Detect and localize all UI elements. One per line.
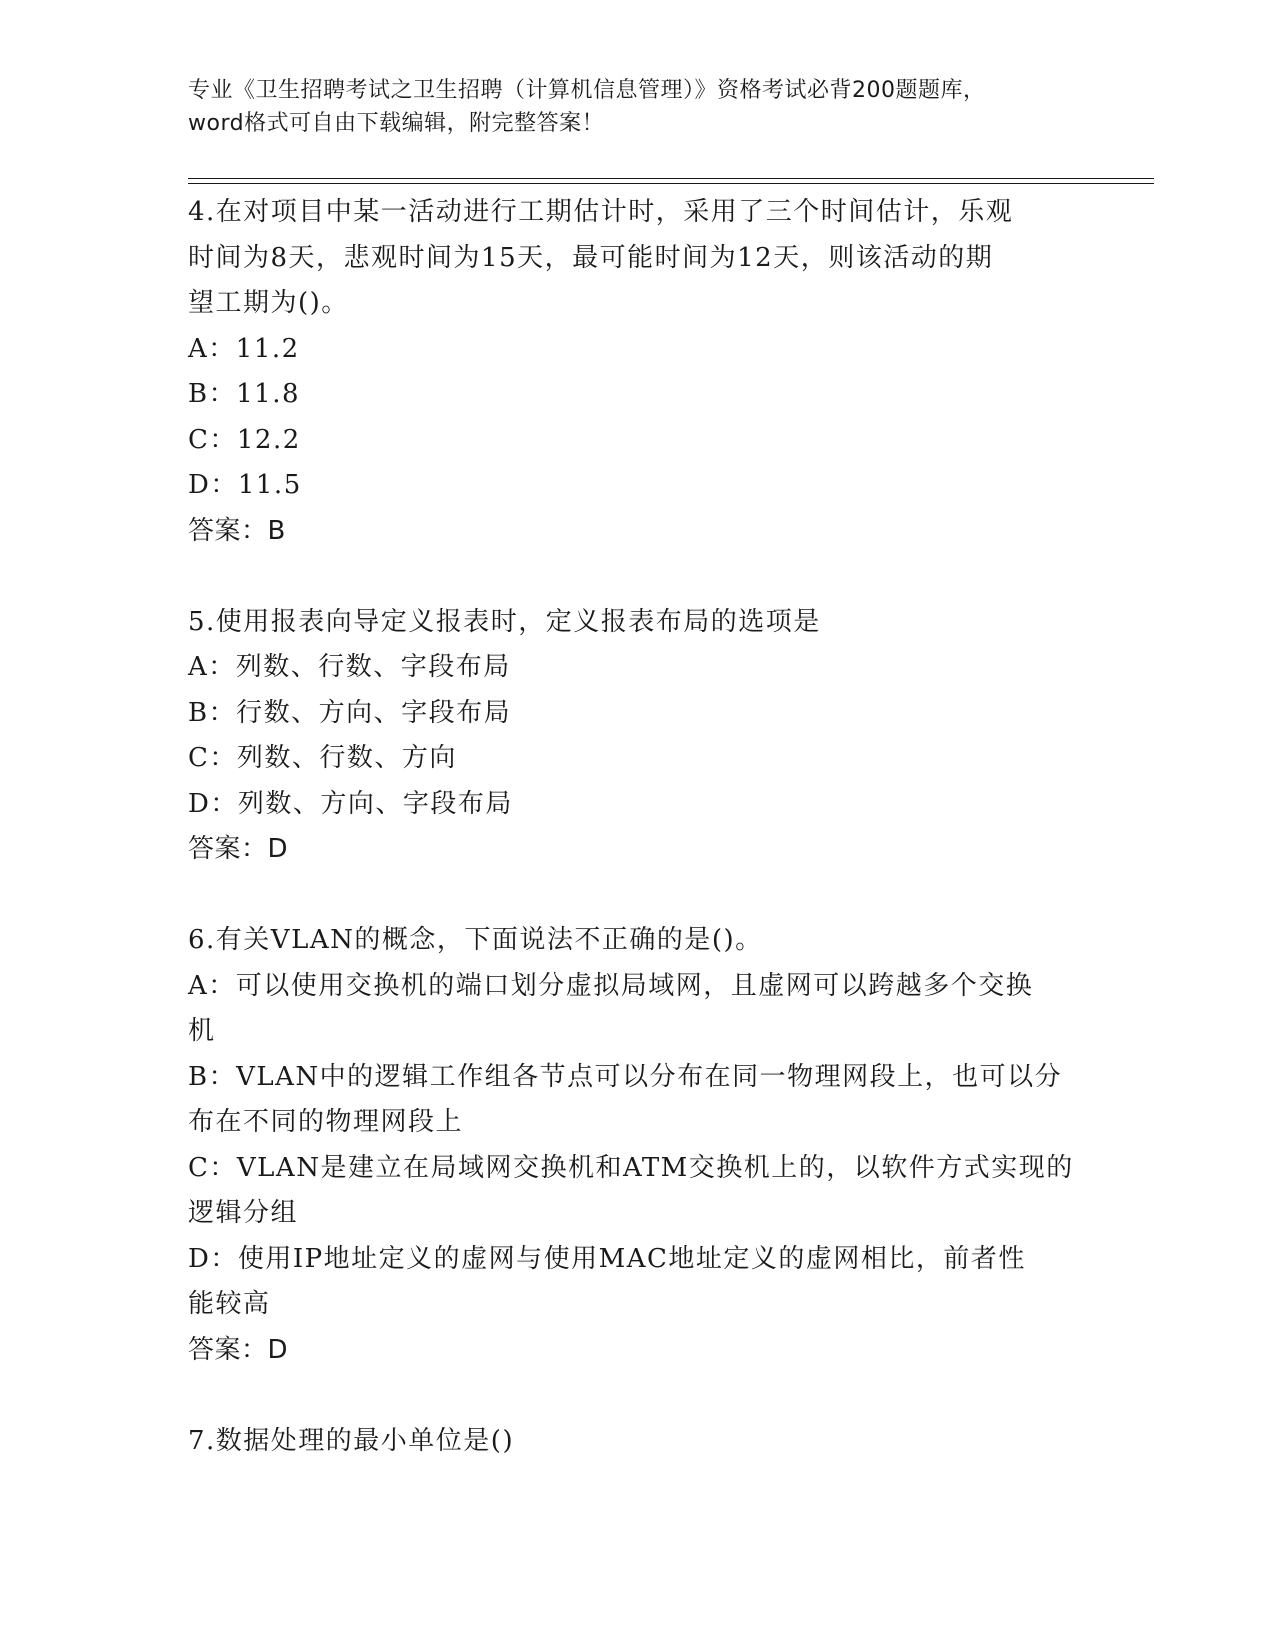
question-spacer [188,554,1088,600]
option-c: C：12.2 [188,424,301,455]
answer-line: 答案：B [188,515,286,546]
question-list [188,190,1088,1464]
option-c-continued: 逻辑分组 [188,1198,299,1228]
question-stem-line: 4.在对项目中某一活动进行工期估计时，采用了三个时间估计，乐观 [188,197,1014,227]
question-stem-line: 望工期为()。 [188,288,349,318]
answer-line: 答案：D [188,834,289,864]
answer-line: 答案：D [188,1334,289,1365]
question-block [188,600,1088,873]
question-stem-line: 时间为8天，悲观时间为15天，最可能时间为12天，则该活动的期 [188,242,994,273]
header-divider-bottom [188,183,1154,184]
question-block [188,190,1088,554]
header-title-line-2: word格式可自由下载编辑，附完整答案！ [188,111,605,136]
option-c: C：VLAN是建立在局域网交换机和ATM交换机上的，以软件方式实现的 [188,1152,1074,1183]
option-a: A：可以使用交换机的端口划分虚拟局域网，且虚网可以跨越多个交换 [188,970,1034,1001]
option-b: B：11.8 [188,379,300,409]
option-b-continued: 布在不同的物理网段上 [188,1107,464,1137]
question-block [188,918,1088,1373]
document-header [188,74,1088,140]
option-b: B：VLAN中的逻辑工作组各节点可以分布在同一物理网段上，也可以分 [188,1061,1063,1092]
question-block [188,1419,1088,1465]
question-spacer [188,873,1088,919]
option-a: A：11.2 [188,333,300,364]
option-c: C：列数、行数、方向 [188,743,457,773]
header-divider-top [188,178,1154,179]
question-stem-line: 7.数据处理的最小单位是() [188,1425,515,1456]
option-d: D：列数、方向、字段布局 [188,788,513,819]
option-a-continued: 机 [188,1016,216,1046]
question-stem-line: 5.使用报表向导定义报表时，定义报表布局的选项是 [188,606,821,637]
question-spacer [188,1373,1088,1419]
option-d: D：11.5 [188,470,302,500]
header-title-line-1: 专业《卫生招聘考试之卫生招聘（计算机信息管理）》资格考试必背200题题库， [188,78,986,103]
option-b: B：行数、方向、字段布局 [188,697,512,728]
option-d-continued: 能较高 [188,1289,271,1319]
option-d: D：使用IP地址定义的虚网与使用MAC地址定义的虚网相比，前者性 [188,1243,1026,1274]
option-a: A：列数、行数、字段布局 [188,652,511,682]
question-stem-line: 6.有关VLAN的概念，下面说法不正确的是()。 [188,925,763,955]
